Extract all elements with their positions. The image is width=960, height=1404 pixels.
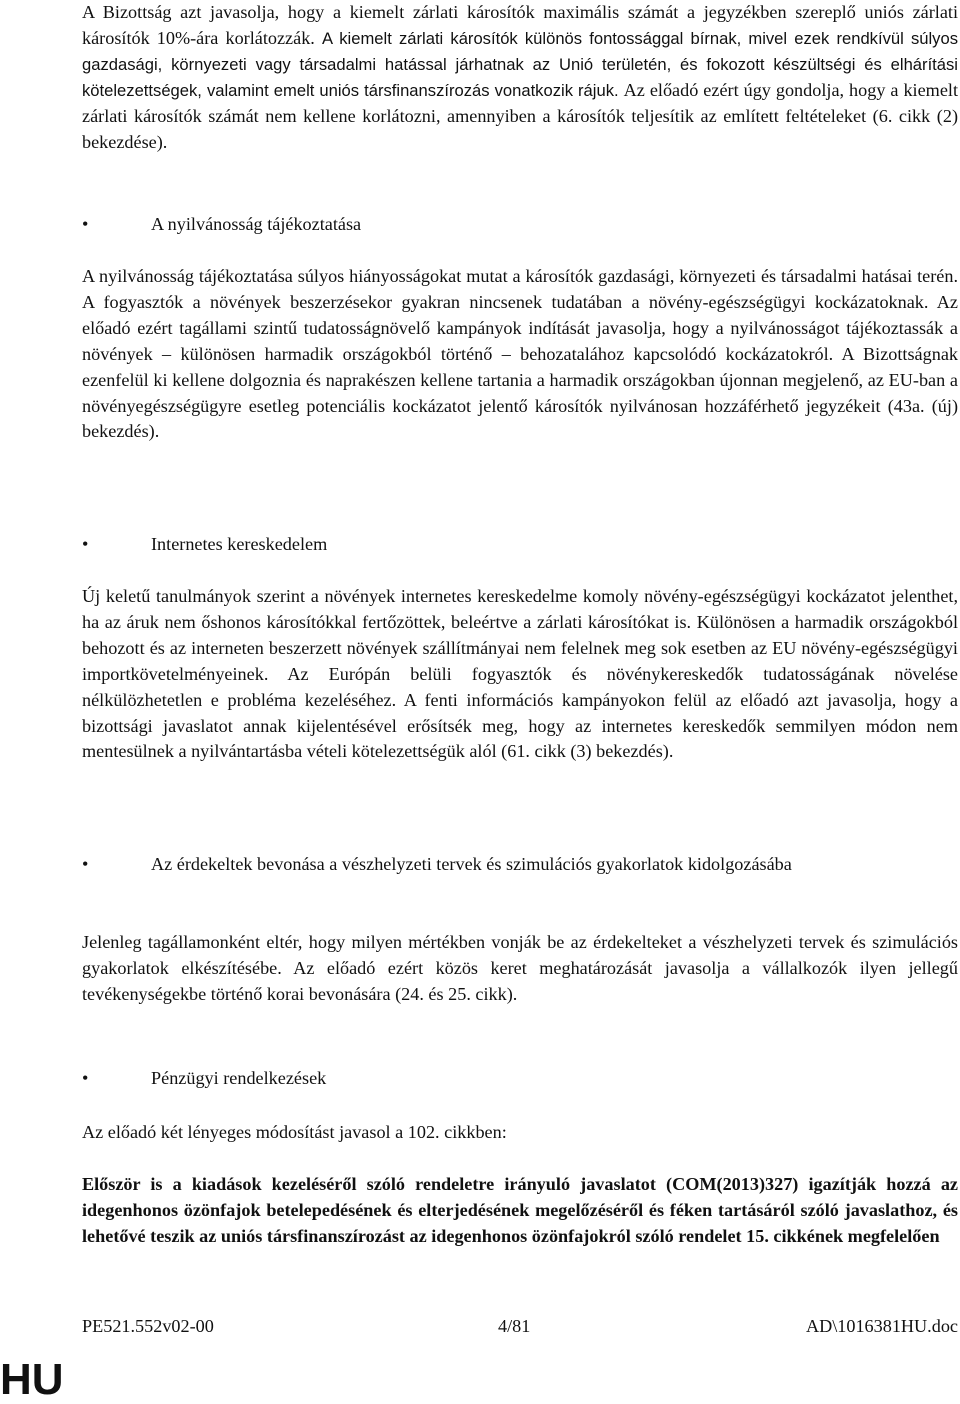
section-heading-internet-trade xyxy=(82,532,958,558)
intro-serif-start: A Bizottság azt javasolja, hogy a kiemelt zárlati károsítók maximális számát a jegyzékben szereplő uniós zárlati károsítók 10%-ára korlátozzák. xyxy=(82,2,958,48)
section-body-public-info: A nyilvánosság tájékoztatása súlyos hiányosságokat mutat a károsítók gazdasági, környezeti és társadalmi hatásai terén. A fogyasztók a növények beszerzésekor gyakran nincsenek tudatában a növény-egészségügyi kockázatoknak. Az előadó ezért tagállami szintű tudatosságnövelő kampányok indítását javasolja, hogy a nyilvánosságot tájékoztassák a növények – különösen harmadik országokból történő – behozatalához kapcsolódó kockázatokról. A Bizottságnak ezenfelül ki kellene dolgoznia és naprakészen kellene tartania a harmadik országokban újonnan megjelenő, az EU-ban a növényegészségügyre esetleg potenciális kockázatot jelentő károsítók nyilvánosan hozzáférhető jegyzékeit (43a. (új) bekezdés). xyxy=(82,266,958,442)
bold-amendment-paragraph: Először is a kiadások kezeléséről szóló rendeletre irányuló javaslatot (COM(2013)327) igazítják hozzá az idegenhonos özönfajok betelepedésének és elterjedésének megelőzéséről és féken tartásáról szóló javaslathoz, és lehetővé teszik az uniós társfinanszírozást az idegenhonos özönfajokról szóló rendelet 15. cikkének megfelelően xyxy=(82,1174,958,1246)
footer-doc-reference: PE521.552v02-00 xyxy=(82,1316,214,1336)
language-code: HU xyxy=(0,1355,64,1404)
intro-sans-body: A kiemelt zárlati károsítók különös fontossággal bírnak, mivel ezek rendkívül súlyos gazdasági, környezeti vagy társadalmi hatással járhatnak az Unió területén, és fokozott készültségi és elhárítási kötelezettségek, valamint emelt uniós társfinanszírozás vonatkozik rájuk. xyxy=(82,28,958,100)
bullet-icon: • xyxy=(82,534,89,554)
section-heading-stakeholders xyxy=(82,852,958,904)
section-body-stakeholders: Jelenleg tagállamonként eltér, hogy milyen mértékben vonják be az érdekelteket a vészhelyzeti tervek és szimulációs gyakorlatok elkészítésébe. Az előadó ezért közös keret meghatározását javasolja a vállalkozók ilyen jellegű tevékenységekbe történő korai bevonására (24. és 25. cikk). xyxy=(82,932,958,1004)
bullet-icon: • xyxy=(82,1068,89,1088)
footer-file-reference: AD\1016381HU.doc xyxy=(805,1316,958,1336)
intro-serif-end: Az előadó ezért úgy gondolja, hogy a kiemelt zárlati károsítók számát nem kellene korlátozni, amennyiben a károsítók teljesítik az említett feltételeket (6. cikk (2) bekezdése). xyxy=(82,79,958,152)
section-body-financial: Az előadó két lényeges módosítást javasol a 102. cikkben: xyxy=(82,1122,507,1142)
section-heading-text: Az érdekeltek bevonása a vészhelyzeti tervek és szimulációs gyakorlatok kidolgozásába xyxy=(151,854,792,874)
section-heading-text: A nyilvánosság tájékoztatása xyxy=(151,214,362,234)
section-body-internet-trade: Új keletű tanulmányok szerint a növények internetes kereskedelme komoly növény-egészségügyi kockázatot jelenthet, ha az áruk nem őshonos károsítókkal fertőzöttek, beleértve a zárlati károsítókat is. Különösen a harmadik országokból behozott és az interneten beszerzett növények szállítmányai nem felelnek meg sok esetben az EU növény-egészségügyi importkövetelményeinek. Az Európán belüli fogyasztók és növénykereskedők tudatosságának növelése nélkülözhetetlen e probléma kezeléséhez. A fenti információs kampányokon felül az előadó azt javasolja, hogy a bizottsági javaslatot annak kijelentésével erősítsék meg, hogy az internetes kereskedők semmilyen módon nem mentesülnek a nyilvántartásba vételi kötelezettségük alól (61. cikk (3) bekezdés). xyxy=(82,586,958,762)
section-heading-text: Pénzügyi rendelkezések xyxy=(151,1068,327,1088)
section-heading-text: Internetes kereskedelem xyxy=(151,534,328,554)
section-heading-public-info xyxy=(82,212,958,238)
bullet-icon: • xyxy=(82,214,89,234)
footer-page-number: 4/81 xyxy=(498,1316,531,1336)
section-heading-financial xyxy=(82,1066,958,1092)
bullet-icon: • xyxy=(82,854,89,874)
intro-paragraph xyxy=(82,0,958,155)
